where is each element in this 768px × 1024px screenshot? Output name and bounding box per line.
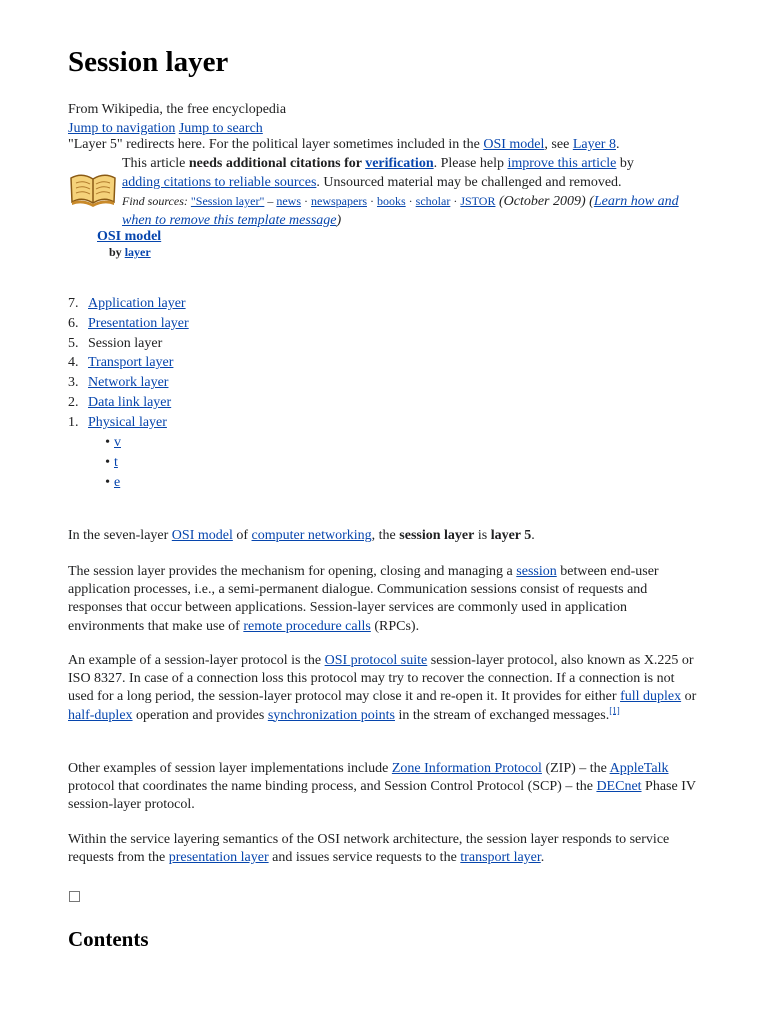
list-number: 2. [68, 394, 79, 410]
notice-date: (October 2009) ( [495, 194, 594, 209]
list-item [68, 373, 189, 393]
appletalk-link[interactable]: AppleTalk [609, 761, 669, 776]
paragraph-text: session-layer protocol, also known as X.225 or ISO 8327. In case of a connection loss this protocol may try to recover the connection. If a connection is not used for a long period, the session-layer protocol may close it and re-open it. It provides for either [68, 653, 694, 705]
osi-layer-list [68, 294, 189, 433]
list-item [68, 294, 189, 314]
navbox-layer-link[interactable]: layer [124, 245, 151, 259]
paragraph-text: operation and provides [132, 707, 268, 723]
paragraph-text: . [540, 850, 545, 866]
contents-heading: Contents [68, 927, 149, 951]
bullet-icon: • [105, 435, 110, 450]
half-duplex-link[interactable]: half-duplex [68, 707, 133, 723]
presentation-layer-link[interactable]: Presentation layer [88, 315, 189, 331]
find-sources-label: Find sources: [122, 194, 191, 208]
list-number: 3. [68, 375, 79, 391]
network-layer-link[interactable]: Network layer [88, 375, 169, 391]
paragraph-text: protocol that coordinates the name binding process, and Session Control Protocol (SCP) – the [68, 779, 597, 795]
paragraph-text: of [232, 528, 252, 543]
jstor-link[interactable]: JSTOR [460, 194, 496, 208]
notice-text: ) [336, 213, 342, 228]
improve-article-link[interactable]: improve this article [507, 156, 617, 171]
presentation-layer-link[interactable]: presentation layer [168, 850, 269, 866]
list-item [68, 413, 189, 433]
paragraph-text: or [681, 689, 697, 705]
osi-protocol-suite-link[interactable]: OSI protocol suite [324, 653, 428, 668]
mechanism-paragraph [68, 563, 700, 636]
paragraph-text: and issues service requests to the [268, 850, 461, 866]
edit-template-link[interactable]: e [114, 474, 121, 490]
other-examples-paragraph [68, 760, 700, 815]
navbox-subtitle [109, 245, 161, 260]
list-item [68, 453, 121, 473]
paragraph-text: (ZIP) – the [541, 761, 610, 776]
paragraph-text: is [474, 528, 491, 543]
books-link[interactable]: books [377, 194, 406, 208]
toc-toggle-checkbox[interactable] [69, 891, 80, 902]
layer-8-link[interactable]: Layer 8 [572, 137, 616, 152]
paragraph-text: In the seven-layer [68, 528, 172, 543]
paragraph-text: Other examples of session layer implementations include [68, 761, 392, 776]
paragraph-text: Within the service layering semantics of the OSI network architecture, the session layer responds to service requests from the [68, 832, 670, 866]
list-number: 5. [68, 335, 79, 351]
learn-how-link[interactable]: Learn how and when to remove this template message [122, 194, 679, 228]
find-sources [122, 192, 702, 230]
osi-model-link[interactable]: OSI model [483, 137, 545, 152]
hatnote-text: , see [544, 137, 573, 152]
synchronization-points-link[interactable]: synchronization points [267, 707, 395, 723]
paragraph-text: , the [371, 528, 400, 543]
application-layer-link[interactable]: Application layer [88, 296, 186, 311]
site-subtitle: From Wikipedia, the free encyclopedia [68, 102, 287, 117]
bullet-icon: • [105, 454, 110, 470]
notice-text: by [616, 156, 634, 171]
list-item [68, 433, 121, 453]
adding-citations-link[interactable]: adding citations to reliable sources [122, 175, 317, 190]
data-link-layer-link[interactable]: Data link layer [88, 394, 172, 410]
notice-text: . Unsourced material may be challenged and removed. [316, 175, 622, 190]
separator: · [450, 194, 461, 208]
full-duplex-link[interactable]: full duplex [620, 689, 682, 705]
hatnote-text: "Layer 5" redirects here. For the political layer sometimes included in the [68, 137, 484, 152]
talk-template-link[interactable]: t [114, 454, 118, 470]
session-link[interactable]: session [516, 564, 557, 579]
osi-model-link[interactable]: OSI model [171, 528, 233, 543]
physical-layer-link[interactable]: Physical layer [88, 414, 167, 430]
page-title: Session layer [68, 46, 229, 78]
notice-bold-text: needs additional citations for [188, 156, 366, 171]
list-number: 6. [68, 315, 79, 331]
vte-list [68, 433, 121, 492]
list-item [68, 353, 189, 373]
jump-to-navigation-link[interactable]: Jump to navigation [68, 121, 176, 136]
paragraph-text: The session layer provides the mechanism for opening, closing and managing a [68, 564, 517, 579]
list-item [68, 473, 121, 493]
list-number: 1. [68, 414, 79, 430]
jump-to-search-link[interactable]: Jump to search [178, 121, 263, 136]
separator: · [405, 194, 416, 208]
osi-navbox [97, 229, 161, 260]
list-number: 4. [68, 355, 79, 371]
separator: · [301, 194, 312, 208]
notice-text: . Please help [433, 156, 508, 171]
news-link[interactable]: news [276, 194, 302, 208]
list-item [68, 393, 189, 413]
remote-procedure-calls-link[interactable]: remote procedure calls [243, 618, 371, 634]
hatnote-text: . [615, 137, 620, 152]
computer-networking-link[interactable]: computer networking [251, 528, 372, 543]
paragraph-text: An example of a session-layer protocol is the [68, 653, 325, 668]
list-item [68, 334, 189, 354]
service-layering-paragraph [68, 831, 700, 867]
example-paragraph [68, 652, 700, 725]
decnet-link[interactable]: DECnet [596, 779, 642, 795]
zone-information-protocol-link[interactable]: Zone Information Protocol [391, 761, 542, 776]
view-template-link[interactable]: v [114, 435, 121, 450]
paragraph-text: Phase IV session-layer protocol. [68, 779, 696, 813]
transport-layer-link[interactable]: Transport layer [88, 355, 174, 371]
navbox-title-link[interactable]: OSI model [97, 229, 162, 244]
paragraph-text: (RPCs). [370, 618, 420, 634]
list-number: 7. [68, 296, 79, 311]
paragraph-text: in the stream of exchanged messages. [394, 707, 610, 723]
hatnote [68, 136, 619, 154]
find-query-link[interactable]: "Session layer" [190, 194, 265, 208]
intro-paragraph [68, 527, 700, 545]
bullet-icon: • [105, 474, 110, 490]
navbox-by-label: by [109, 245, 125, 259]
session-layer-current: Session layer [88, 335, 163, 351]
separator: · [367, 194, 377, 208]
verification-link[interactable]: verification [365, 156, 434, 171]
newspapers-link[interactable]: newspapers [311, 194, 367, 208]
book-icon [68, 168, 118, 208]
separator: – [264, 194, 277, 208]
transport-layer-link[interactable]: transport layer [460, 850, 541, 866]
scholar-link[interactable]: scholar [415, 194, 451, 208]
paragraph-text: . [531, 528, 535, 543]
notice-text: This article [122, 156, 189, 171]
bold-term: session layer [399, 528, 475, 543]
citation-notice-text [122, 154, 702, 230]
bold-term: layer 5 [490, 528, 532, 543]
paragraph-text: between end-user application processes, i.e., a semi-permanent dialogue. Communication sessions consist of requests and responses that occur between applications. Session-layer services are commonly used in application environments that make use of [68, 564, 659, 634]
list-item [68, 314, 189, 334]
reference-1-link[interactable]: [1] [609, 704, 620, 715]
